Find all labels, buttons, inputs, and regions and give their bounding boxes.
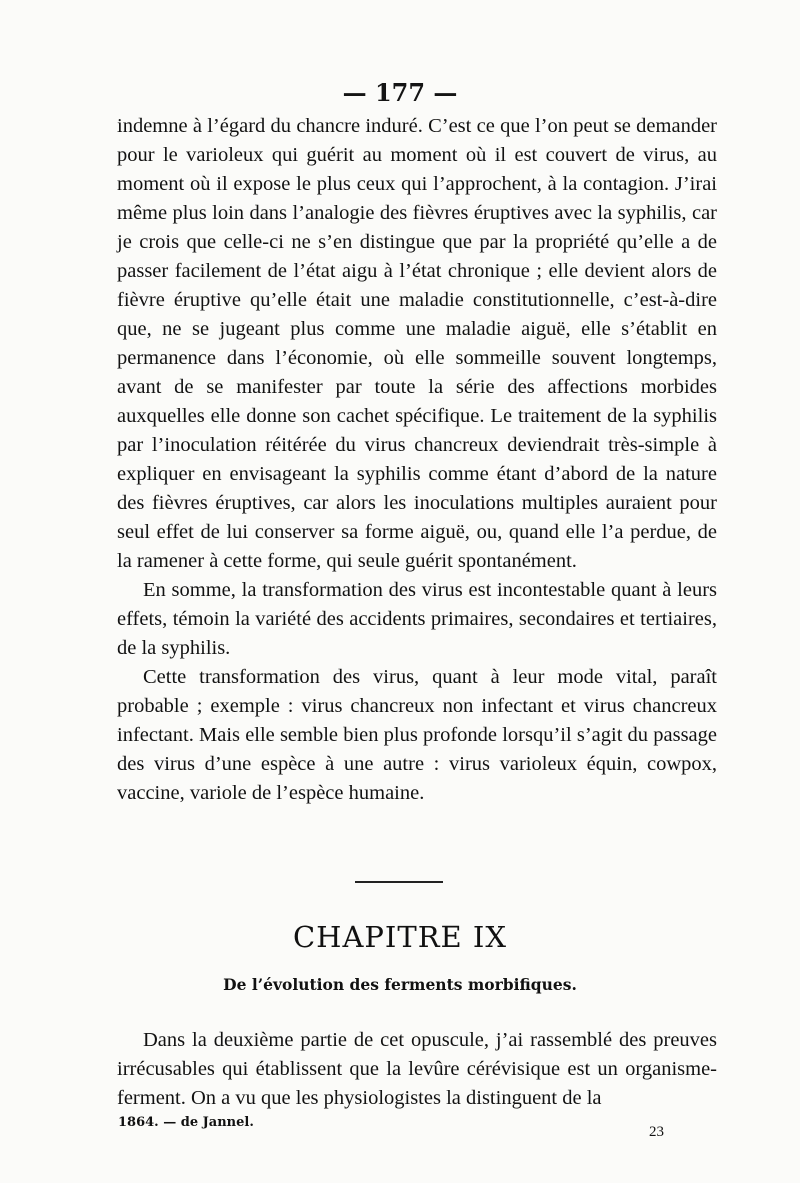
body-text [117, 112, 717, 808]
paragraph-3: Cette transformation des virus, quant à leur mode vital, paraît probable ; exemple : virus chancreux non infectant et virus chancreux infectant. Mais elle semble bien plus profonde lorsqu’il s’agit du passage des virus d’une espèce à une autre : virus varioleux équin, cowpox, vaccine, variole de l’espèce humaine. [117, 666, 717, 804]
paragraph-1: indemne à l’égard du chancre induré. C’est ce que l’on peut se demander pour le varioleux qui guérit au moment où il est couvert de virus, au moment où il expose le plus ceux qui l’approchent, à la contagion. J’irai même plus loin dans l’analogie des fièvres éruptives avec la syphilis, car je crois que celle-ci ne s’en distingue que par la propriété qu’elle a de passer facilement de l’état aigu à l’état chronique ; elle devient alors de fièvre éruptive qu’elle était une maladie constitutionnelle, c’est-à-dire que, ne se jugeant plus comme une maladie aiguë, elle s’établit en permanence dans l’économie, où elle sommeille souvent longtemps, avant de se manifester par toute la série des affections morbides auxquelles elle donne son cachet spécifique. Le traitement de la syphilis par l’inoculation réitérée du virus chancreux deviendrait très-simple à expliquer en envisageant la syphilis comme étant d’abord de la nature des fièvres éruptives, car alors les inoculations multiples auraient pour seul effet de lui conserver sa forme aiguë, ou, quand elle l’a perdue, de la ramener à cette forme, qui seule guérit spontanément. [117, 115, 717, 572]
gathering-number: 23 [649, 1124, 664, 1140]
chapter-subtitle: De l’évolution des ferments morbifiques. [223, 975, 577, 994]
paragraph-2: En somme, la transformation des virus est incontestable quant à leurs effets, témoin la variété des accidents primaires, secondaires et tertiaires, de la syphilis. [117, 579, 717, 659]
chapter-body [117, 1026, 717, 1113]
chapter-title: CHAPITRE IX [292, 920, 508, 954]
section-divider [355, 881, 443, 883]
signature-mark: 1864. — de Jannel. [118, 1115, 254, 1130]
chapter-paragraph: Dans la deuxième partie de cet opuscule, j’ai rassemblé des preuves irrécusables qui établissent que la levûre cérévisique est un organisme-ferment. On a vu que les physiologistes la distinguent de la [117, 1029, 717, 1109]
page-number: — 177 — [342, 78, 458, 107]
